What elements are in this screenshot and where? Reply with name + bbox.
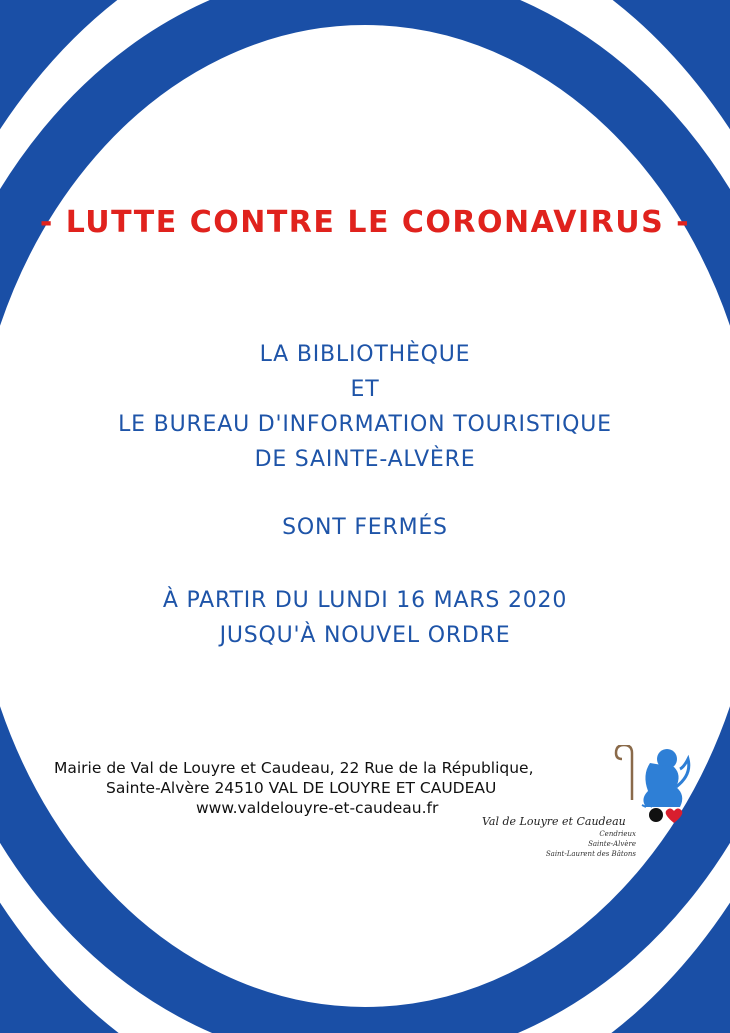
notice-period-end: JUSQU'À NOUVEL ORDRE [219, 623, 511, 648]
lion-icon [642, 749, 689, 807]
logo-sub-1: Cendrieux [599, 830, 636, 838]
notice-block [0, 337, 730, 477]
status-block [0, 510, 730, 545]
notice-period-start: À PARTIR DU LUNDI 16 MARS 2020 [162, 588, 568, 613]
truffle-icon [649, 808, 663, 822]
notice-line-and: ET [350, 377, 380, 402]
heart-icon [666, 809, 683, 824]
footer-website[interactable]: www.valdelouyre-et-caudeau.fr [196, 799, 439, 817]
municipality-logo [470, 745, 700, 860]
logo-name: Val de Louyre et Caudeau [482, 815, 626, 828]
notice-line-library: LA BIBLIOTHÈQUE [259, 342, 471, 367]
notice-line-town: DE SAINTE-ALVÈRE [254, 447, 476, 472]
footer-line-2: Sainte-Alvère 24510 VAL DE LOUYRE ET CAUDEAU [106, 779, 497, 797]
period-block [0, 583, 730, 653]
notice-line-bureau: LE BUREAU D'INFORMATION TOURISTIQUE [118, 412, 612, 437]
logo-sub-2: Sainte-Alvère [588, 840, 636, 848]
crozier-icon [616, 745, 632, 800]
logo-sub-3: Saint-Laurent des Bâtons [545, 850, 636, 858]
footer-line-1: Mairie de Val de Louyre et Caudeau, 22 Rue de la République, [54, 759, 534, 777]
page-title: - LUTTE CONTRE LE CORONAVIRUS - [39, 205, 691, 240]
notice-status: SONT FERMÉS [282, 515, 448, 540]
